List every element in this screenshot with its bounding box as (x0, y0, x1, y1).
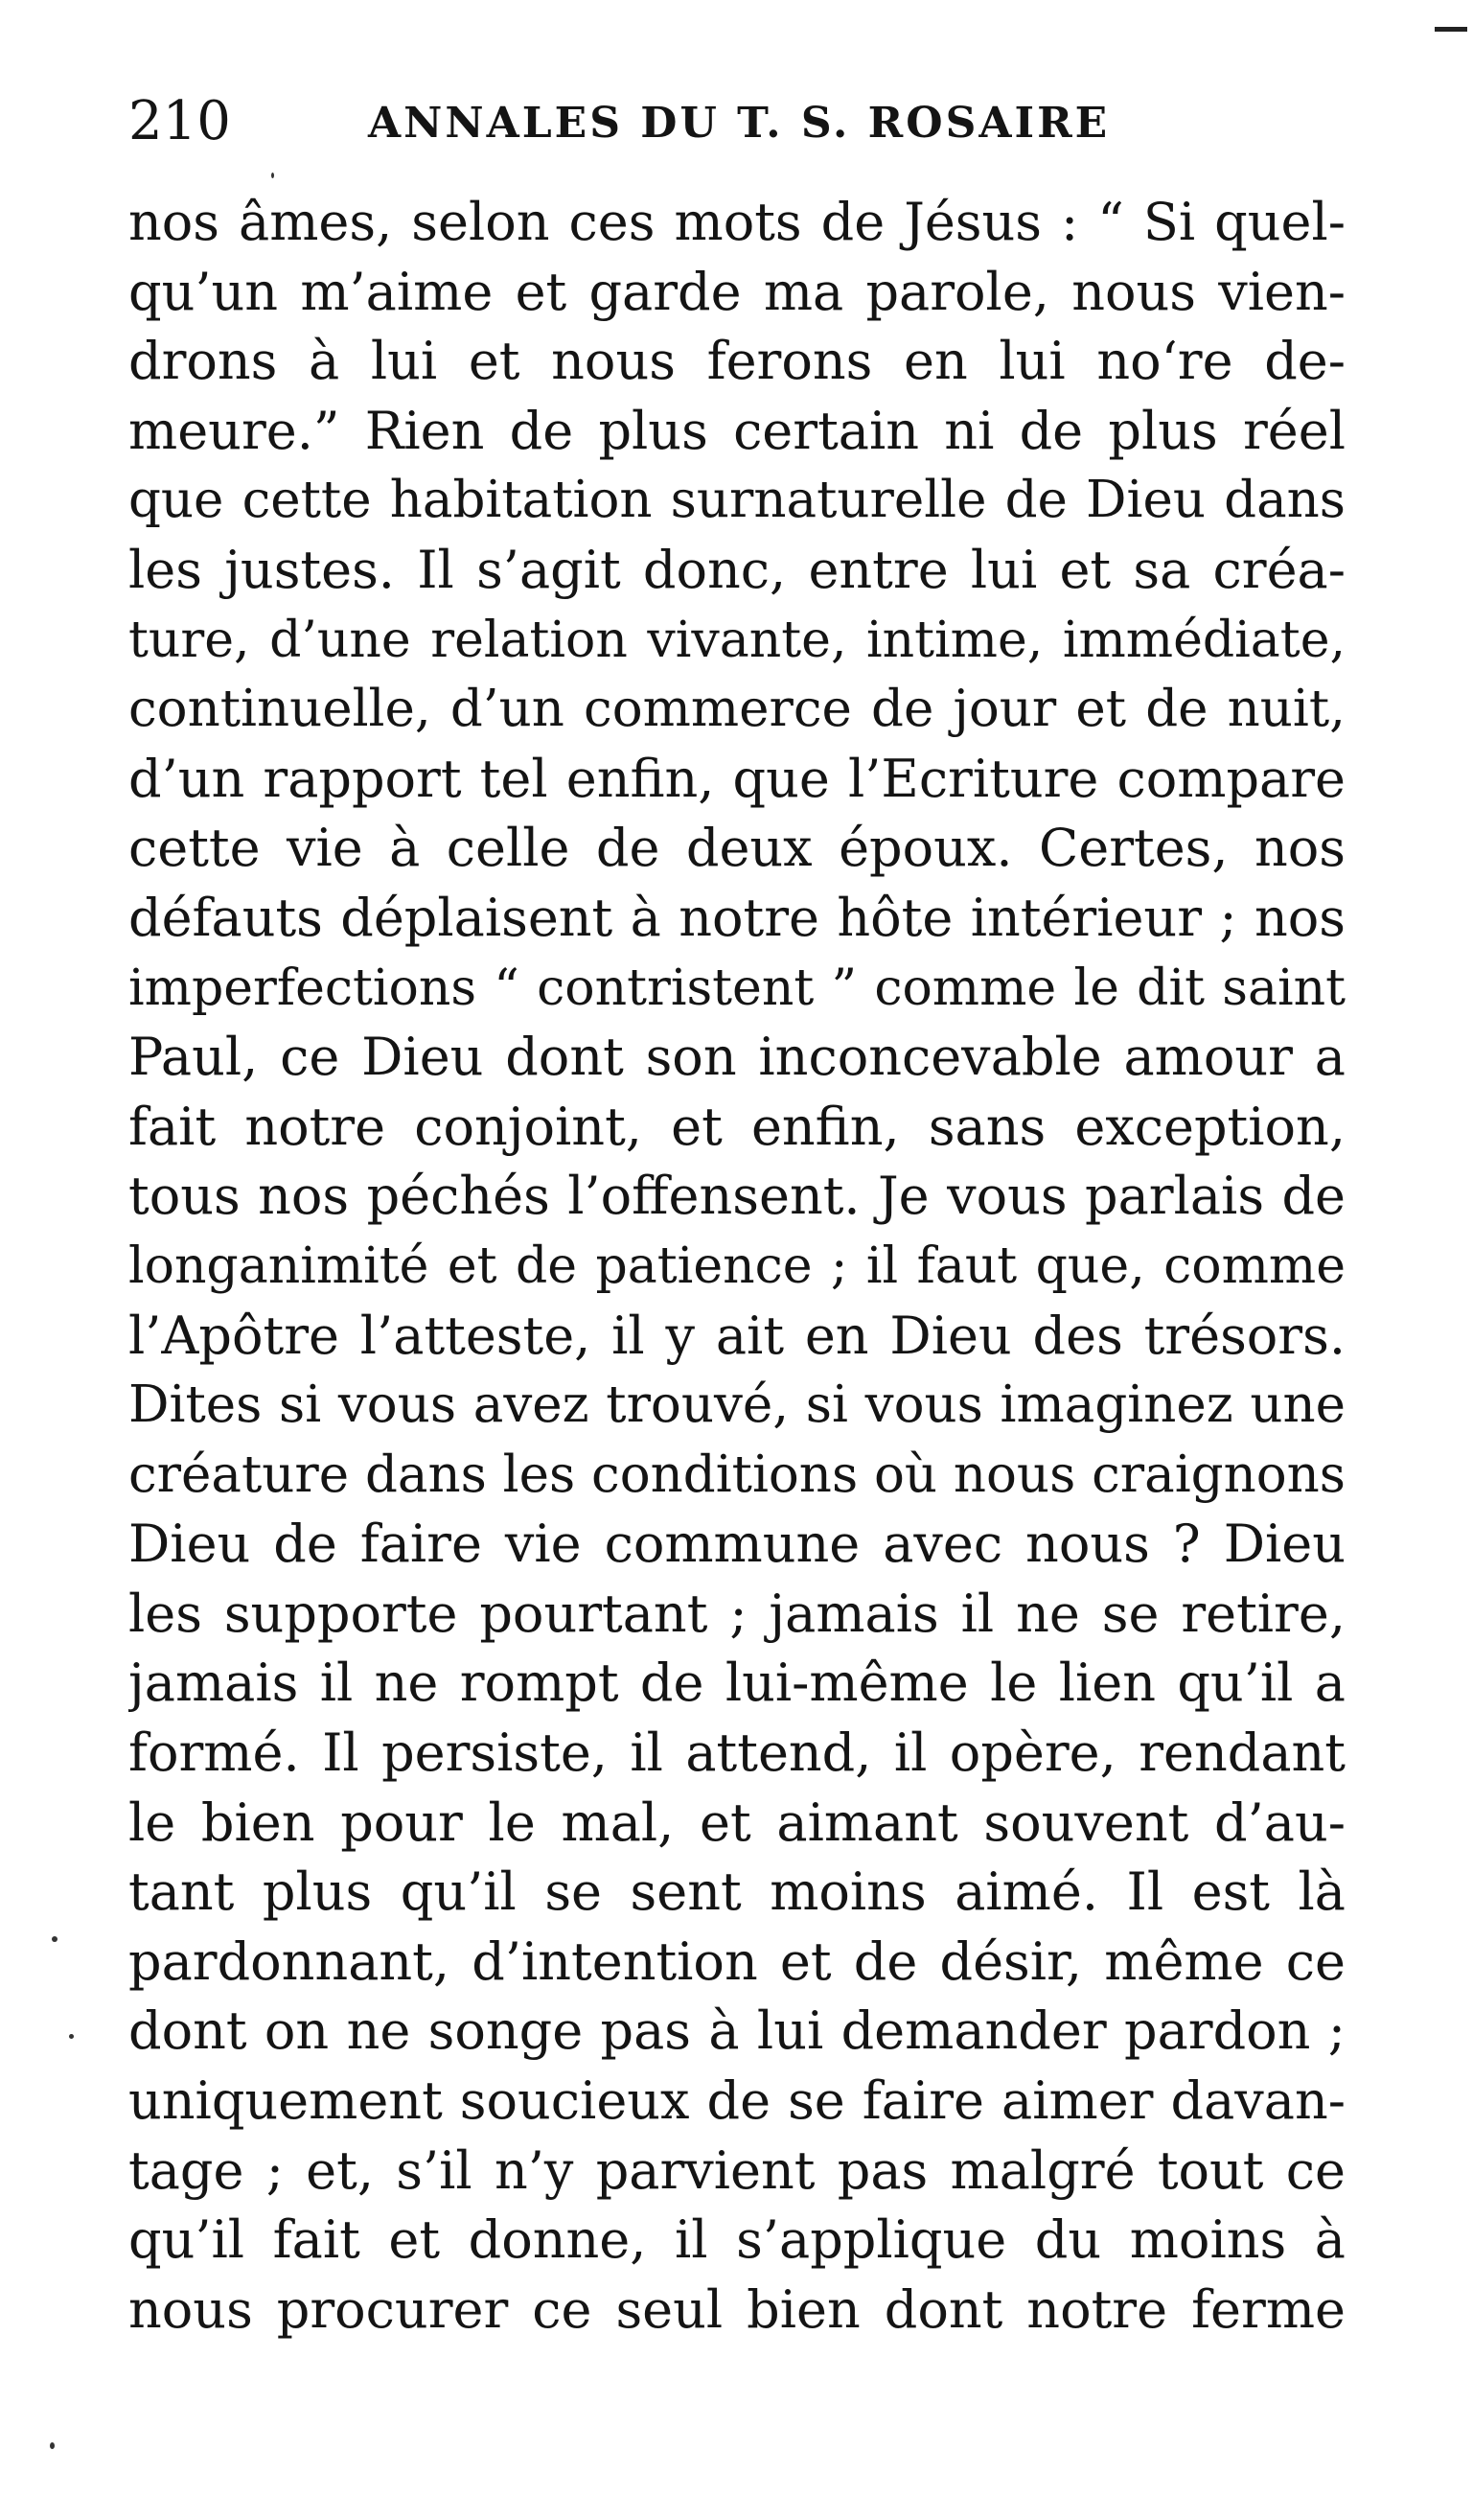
text-line: tage ; et, s’il n’y parvient pas malgré tout ce (128, 2139, 1346, 2201)
scan-speck (50, 2442, 55, 2449)
running-title: ANNALES DU T. S. ROSAIRE (368, 99, 1111, 148)
text-line: continuelle, d’un commerce de jour et de nuit, (128, 680, 1346, 739)
scan-mark (1435, 27, 1467, 32)
scan-speck (52, 1936, 58, 1942)
text-line: Paul, ce Dieu dont son inconcevable amour a (128, 1027, 1346, 1088)
text-line: nos âmes, selon ces mots de Jésus : “ Si quel- (128, 192, 1346, 252)
scan-speck (271, 173, 274, 178)
text-line: nous procurer ce seul bien dont notre ferme (128, 2278, 1346, 2340)
text-line: le bien pour le mal, et aimant souvent d’au- (128, 1792, 1346, 1853)
text-line: l’Apôtre l’atteste, il y ait en Dieu des trésors. (128, 1305, 1346, 1366)
text-line: défauts déplaisent à notre hôte intérieur ; nos (128, 887, 1346, 948)
text-line: ture, d’une relation vivante, intime, immédiate, (128, 611, 1346, 669)
text-line: Dites si vous avez trouvé, si vous imaginez une (128, 1376, 1346, 1435)
text-line: Dieu de faire vie commune avec nous ? Dieu (128, 1514, 1346, 1575)
text-line: dont on ne songe pas à lui demander pardon ; (128, 2000, 1346, 2062)
text-line: tant plus qu’il se sent moins aimé. Il est là (128, 1861, 1346, 1923)
text-line: cette vie à celle de deux époux. Certes, nos (128, 818, 1346, 879)
text-line: d’un rapport tel enfin, que l’Ecriture compare (128, 748, 1346, 809)
scan-speck (69, 2034, 74, 2039)
text-line: les justes. Il s’agit donc, entre lui et sa créa- (128, 539, 1346, 600)
body-text (128, 188, 1346, 2345)
text-line: qu’il fait et donne, il s’applique du moins à (128, 2209, 1346, 2271)
text-line: que cette habitation surnaturelle de Dieu dans (128, 471, 1346, 530)
text-line: qu’un m’aime et garde ma parole, nous vien- (128, 261, 1346, 322)
text-line: pardonnant, d’intention et de désir, même ce (128, 1930, 1346, 1992)
text-line: créature dans les conditions où nous craignons (128, 1445, 1346, 1504)
text-line: longanimité et de patience ; il faut que, comme (128, 1237, 1346, 1295)
text-line: imperfections “ contristent ” comme le dit saint (128, 959, 1346, 1017)
text-line: tous nos péchés l’offensent. Je vous parlais de (128, 1166, 1346, 1227)
page-header (128, 88, 1355, 155)
text-line: fait notre conjoint, et enfin, sans exception, (128, 1096, 1346, 1157)
page-number: 210 (128, 90, 231, 152)
text-line: formé. Il persiste, il attend, il opère, rendant (128, 1722, 1346, 1784)
text-line: drons à lui et nous ferons en lui no‘re de- (128, 331, 1346, 392)
text-line: uniquement soucieux de se faire aimer davan- (128, 2070, 1346, 2132)
text-line: jamais il ne rompt de lui-même le lien qu’il a (128, 1653, 1346, 1714)
text-line: meure.” Rien de plus certain ni de plus réel (128, 400, 1346, 461)
text-line: les supporte pourtant ; jamais il ne se retire, (128, 1583, 1346, 1644)
